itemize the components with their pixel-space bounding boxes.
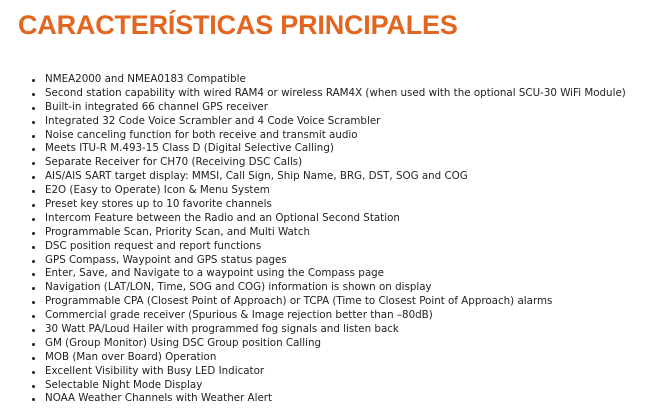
list-item: GPS Compass, Waypoint and GPS status pages [45, 254, 626, 268]
list-item: Noise canceling function for both receive and transmit audio [45, 129, 626, 143]
list-item: Programmable Scan, Priority Scan, and Multi Watch [45, 226, 626, 240]
list-item: Enter, Save, and Navigate to a waypoint using the Compass page [45, 267, 626, 281]
list-item: Selectable Night Mode Display [45, 379, 626, 393]
list-item: Commercial grade receiver (Spurious & Image rejection better than –80dB) [45, 309, 626, 323]
list-item: Excellent Visibility with Busy LED Indicator [45, 365, 626, 379]
list-item: Preset key stores up to 10 favorite channels [45, 198, 626, 212]
list-item: Second station capability with wired RAM4 or wireless RAM4X (when used with the optional SCU-30 WiFi Module) [45, 86, 626, 99]
list-item: DSC position request and report functions [45, 240, 626, 254]
list-item: Meets ITU-R M.493-15 Class D (Digital Selective Calling) [45, 142, 626, 156]
list-item: GM (Group Monitor) Using DSC Group position Calling [45, 337, 626, 351]
feature-list [45, 73, 626, 406]
list-item: NOAA Weather Channels with Weather Alert [45, 392, 626, 406]
list-item: Navigation (LAT/LON, Time, SOG and COG) information is shown on display [45, 281, 626, 295]
list-item: Built-in integrated 66 channel GPS receiver [45, 101, 626, 115]
list-item: E2O (Easy to Operate) Icon & Menu System [45, 184, 626, 198]
list-item: Intercom Feature between the Radio and an Optional Second Station [45, 212, 626, 226]
list-item: NMEA2000 and NMEA0183 Compatible [45, 73, 626, 87]
list-item: Integrated 32 Code Voice Scrambler and 4 Code Voice Scrambler [45, 115, 626, 129]
list-item: Separate Receiver for CH70 (Receiving DSC Calls) [45, 156, 626, 170]
list-item: AIS/AIS SART target display: MMSI, Call Sign, Ship Name, BRG, DST, SOG and COG [45, 170, 626, 184]
list-item: MOB (Man over Board) Operation [45, 351, 626, 365]
list-item: Programmable CPA (Closest Point of Approach) or TCPA (Time to Closest Point of Approach) alarms [45, 295, 626, 309]
page-title: CARACTERÍSTICAS PRINCIPALES [18, 10, 458, 40]
list-item: 30 Watt PA/Loud Hailer with programmed fog signals and listen back [45, 323, 626, 337]
